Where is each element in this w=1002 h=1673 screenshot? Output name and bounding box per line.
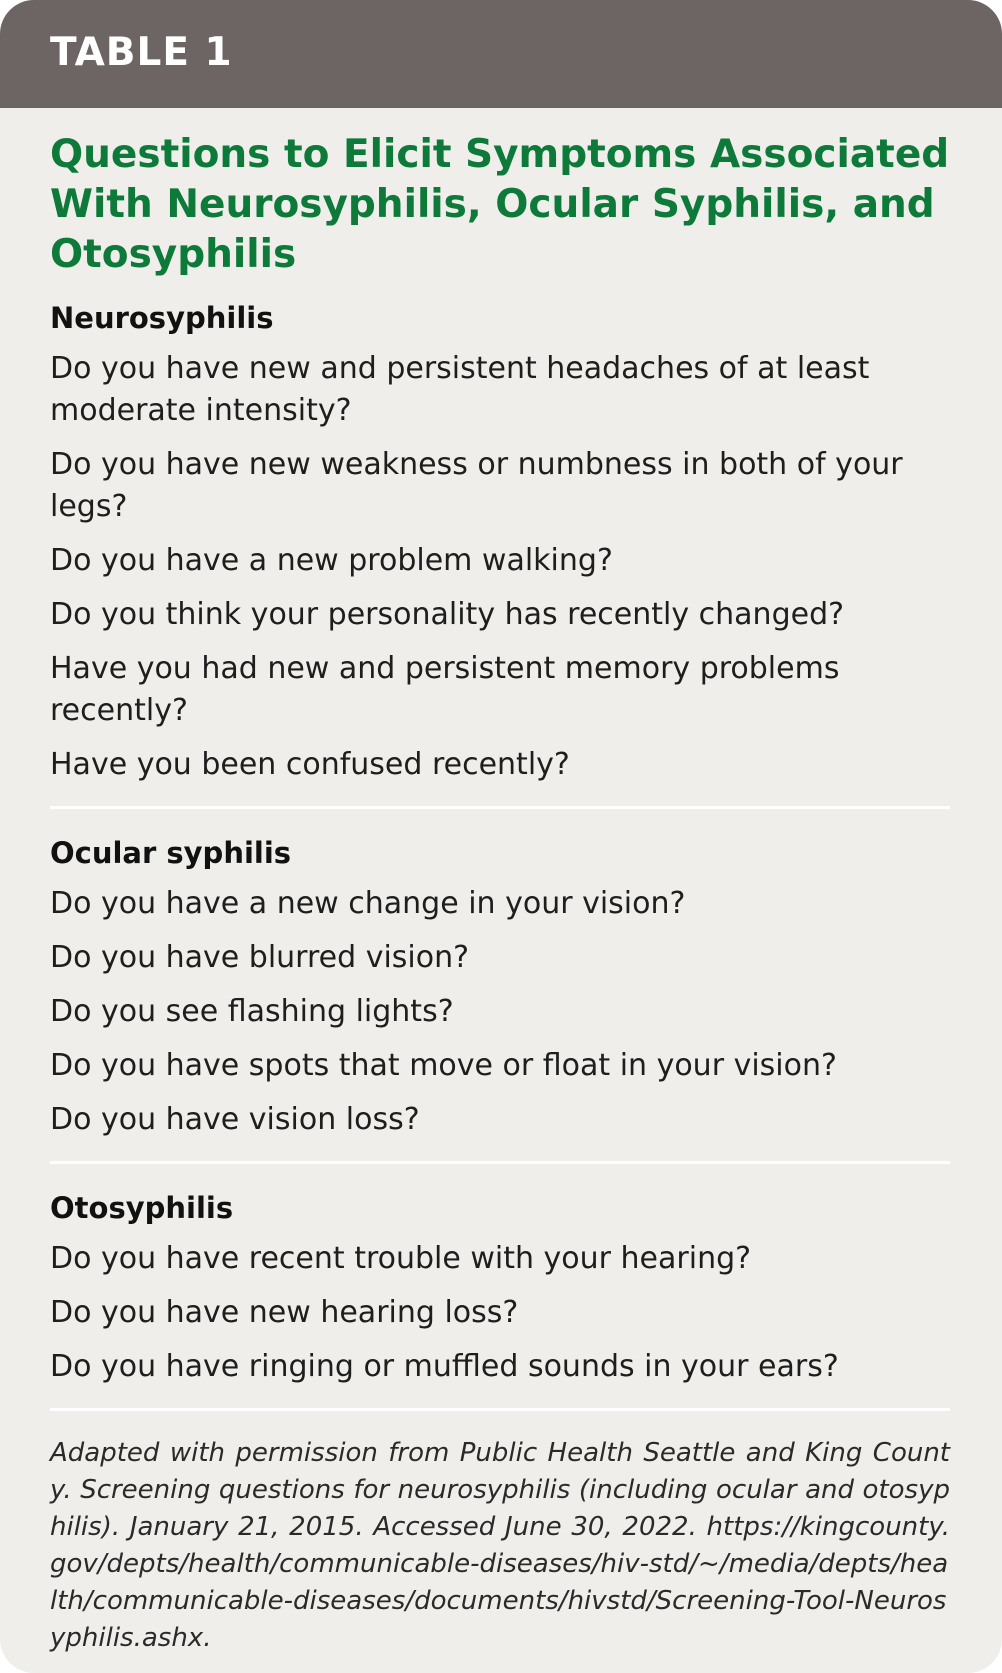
table-number-label: TABLE 1 (50, 30, 233, 75)
table-title: Questions to Elicit Symptoms Associated With Neurosyphilis, Ocular Syphilis, and Otosyphilis (50, 132, 950, 277)
section-heading: Neurosyphilis (50, 301, 274, 335)
section-divider (50, 806, 950, 809)
question-item: Have you had new and persistent memory problems recently? (50, 651, 840, 728)
section-neurosyphilis (50, 298, 950, 786)
question-item: Do you have new and persistent headaches of at least moderate intensity? (50, 351, 870, 428)
section-ocular-syphilis (50, 833, 950, 1141)
question-item: Do you have spots that move or float in your vision? (50, 1048, 837, 1083)
source-note: Adapted with permission from Public Health Seattle and King County. Screening questions for neurosyphilis (including ocular and otosyphilis). January 21, 2015. Accessed June 30, 2022. https://kingcounty.gov/depts/health/communicable-diseases/hiv-std/~/media/depts/health/communicable-diseases/documents/hivstd/Screening-Tool-Neurosyphilis.ashx. (50, 1438, 950, 1653)
question-item: Do you have vision loss? (50, 1102, 420, 1137)
question-item: Do you have blurred vision? (50, 940, 470, 975)
section-divider (50, 1408, 950, 1411)
question-item: Do you think your personality has recently changed? (50, 597, 845, 632)
question-item: Do you have a new change in your vision? (50, 886, 686, 921)
section-otosyphilis (50, 1188, 950, 1388)
table-header-bar (0, 0, 1002, 108)
section-heading: Otosyphilis (50, 1191, 234, 1225)
question-item: Do you have new hearing loss? (50, 1295, 519, 1330)
question-item: Do you see flashing lights? (50, 994, 454, 1029)
question-item: Do you have new weakness or numbness in both of your legs? (50, 447, 903, 524)
question-item: Do you have a new problem walking? (50, 543, 613, 578)
question-item: Do you have recent trouble with your hearing? (50, 1241, 752, 1276)
question-item: Have you been confused recently? (50, 747, 570, 782)
question-item: Do you have ringing or muffled sounds in your ears? (50, 1349, 839, 1384)
table-body (50, 298, 950, 1657)
section-divider (50, 1161, 950, 1164)
section-heading: Ocular syphilis (50, 836, 292, 870)
